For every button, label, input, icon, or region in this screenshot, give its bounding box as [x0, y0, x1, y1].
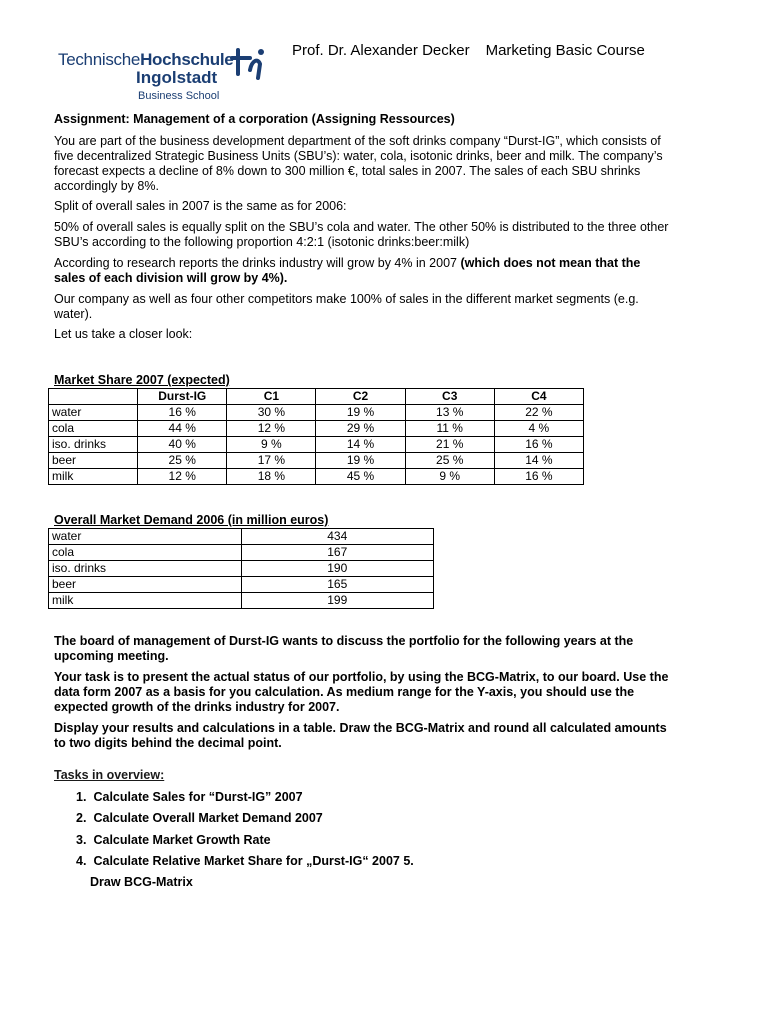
header-cell: C1 [227, 389, 316, 405]
logo-wordmark [58, 50, 233, 70]
table-cell: 29 % [316, 421, 405, 437]
table-cell: 13 % [405, 405, 494, 421]
task-text: Calculate Overall Market Demand 2007 [93, 811, 323, 825]
table-cell: 22 % [494, 405, 583, 421]
thi-logo-mark-icon [230, 44, 270, 84]
table-cell: 190 [241, 561, 433, 577]
table-cell: 17 % [227, 453, 316, 469]
header-cell: C3 [405, 389, 494, 405]
row-label-cell: milk [49, 593, 242, 609]
assignment-paragraph-2: Split of overall sales in 2007 is the same as for 2006: [54, 199, 347, 213]
table-cell: 21 % [405, 437, 494, 453]
table-cell: 40 % [138, 437, 227, 453]
table-cell: 434 [241, 529, 433, 545]
task-number: 1. [76, 790, 87, 804]
market-share-table [48, 388, 584, 485]
table-cell: 4 % [494, 421, 583, 437]
row-label-cell: beer [49, 577, 242, 593]
table-cell: 14 % [494, 453, 583, 469]
assignment-paragraph-3: 50% of overall sales is equally split on the SBU’s cola and water. The other 50% is distributed to the three other SBU’s according to the following proportion 4:2:1 (isotonic drinks:beer:milk) [54, 220, 669, 249]
market-demand-table [48, 528, 434, 609]
table-header-row [49, 389, 584, 405]
thi-logo [58, 44, 278, 106]
table-row [49, 545, 434, 561]
course-name: Marketing Basic Course [485, 42, 645, 59]
task-text: Calculate Market Growth Rate [93, 833, 271, 847]
table-row [49, 469, 584, 485]
table-cell: 11 % [405, 421, 494, 437]
header-cell: Durst-IG [138, 389, 227, 405]
table-row [49, 405, 584, 421]
task-item [76, 790, 303, 804]
tasks-heading: Tasks in overview: [54, 768, 165, 782]
row-label-cell: water [49, 529, 242, 545]
row-label-cell: cola [49, 421, 138, 437]
table-cell: 165 [241, 577, 433, 593]
task-number: 3. [76, 833, 87, 847]
header-text [292, 42, 645, 59]
instruction-paragraph-2: Your task is to present the actual status of our portfolio, by using the BCG-Matrix, to our board. Use the data form 2007 as a basis for you calculation. As medium range for the Y-axis, you should use the expected growth of the drinks industry for 2007. [54, 670, 669, 714]
logo-text-technische: Technische [58, 50, 141, 69]
table-cell: 9 % [405, 469, 494, 485]
row-label-cell: milk [49, 469, 138, 485]
table-cell: 16 % [138, 405, 227, 421]
table-row [49, 561, 434, 577]
table-cell: 18 % [227, 469, 316, 485]
table-row [49, 453, 584, 469]
table-cell: 14 % [316, 437, 405, 453]
task-item [76, 854, 414, 868]
table-cell: 9 % [227, 437, 316, 453]
table-row [49, 529, 434, 545]
logo-text-business-school: Business School [138, 90, 220, 102]
task-number: 2. [76, 811, 87, 825]
row-label-cell: iso. drinks [49, 561, 242, 577]
logo-text-hochschule: Hochschule [140, 50, 234, 69]
table-cell: 12 % [138, 469, 227, 485]
assignment-title: Assignment: Management of a corporation (Assigning Ressources) [54, 112, 455, 126]
table-row [49, 437, 584, 453]
table-row [49, 593, 434, 609]
table-cell: 12 % [227, 421, 316, 437]
table-cell: 16 % [494, 469, 583, 485]
table-cell: 44 % [138, 421, 227, 437]
task-extra: Draw BCG-Matrix [90, 875, 193, 889]
task-text: Calculate Sales for “Durst-IG” 2007 [93, 790, 303, 804]
header-cell: C2 [316, 389, 405, 405]
header-cell: C4 [494, 389, 583, 405]
instruction-paragraph-3: Display your results and calculations in a table. Draw the BCG-Matrix and round all calculated amounts to two digits behind the decimal point. [54, 721, 667, 750]
table-row [49, 577, 434, 593]
table-cell: 19 % [316, 453, 405, 469]
paragraph-4-text: According to research reports the drinks industry will grow by 4% in 2007 [54, 256, 461, 270]
table-cell: 19 % [316, 405, 405, 421]
assignment-paragraph-5: Our company as well as four other competitors make 100% of sales in the different market segments (e.g. water). [54, 292, 639, 321]
row-label-cell: cola [49, 545, 242, 561]
table-cell: 30 % [227, 405, 316, 421]
task-text: Calculate Relative Market Share for „Durst-IG“ 2007 5. [93, 854, 414, 868]
table-cell: 45 % [316, 469, 405, 485]
task-item [76, 833, 271, 847]
table-cell: 199 [241, 593, 433, 609]
market-demand-caption: Overall Market Demand 2006 (in million euros) [54, 513, 329, 527]
table-row [49, 421, 584, 437]
row-label-cell: water [49, 405, 138, 421]
task-number: 4. [76, 854, 87, 868]
assignment-paragraph-1: You are part of the business development department of the soft drinks company “Durst-IG”, which consists of five decentralized Strategic Business Units (SBU’s): water, cola, isotonic drinks, beer and milk. The company’s forecast expects a decline of 8% down to 300 million €, total sales in 2007. The sales of each SBU shrinks accordingly by 8%. [54, 134, 663, 193]
instruction-paragraph-1: The board of management of Durst-IG wants to discuss the portfolio for the following years at the upcoming meeting. [54, 634, 634, 663]
assignment-paragraph-6: Let us take a closer look: [54, 327, 193, 341]
logo-text-ingolstadt: Ingolstadt [136, 68, 218, 87]
table-cell: 16 % [494, 437, 583, 453]
assignment-paragraph-4 [54, 256, 672, 286]
table-cell: 25 % [405, 453, 494, 469]
market-share-caption: Market Share 2007 (expected) [54, 373, 230, 387]
table-cell: 167 [241, 545, 433, 561]
author-name: Prof. Dr. Alexander Decker [292, 42, 470, 59]
header-cell [49, 389, 138, 405]
task-item [76, 811, 323, 825]
row-label-cell: iso. drinks [49, 437, 138, 453]
paragraph-4-bold-text: (which does not mean that the sales of each division will grow by 4%). [54, 256, 641, 285]
row-label-cell: beer [49, 453, 138, 469]
table-cell: 25 % [138, 453, 227, 469]
